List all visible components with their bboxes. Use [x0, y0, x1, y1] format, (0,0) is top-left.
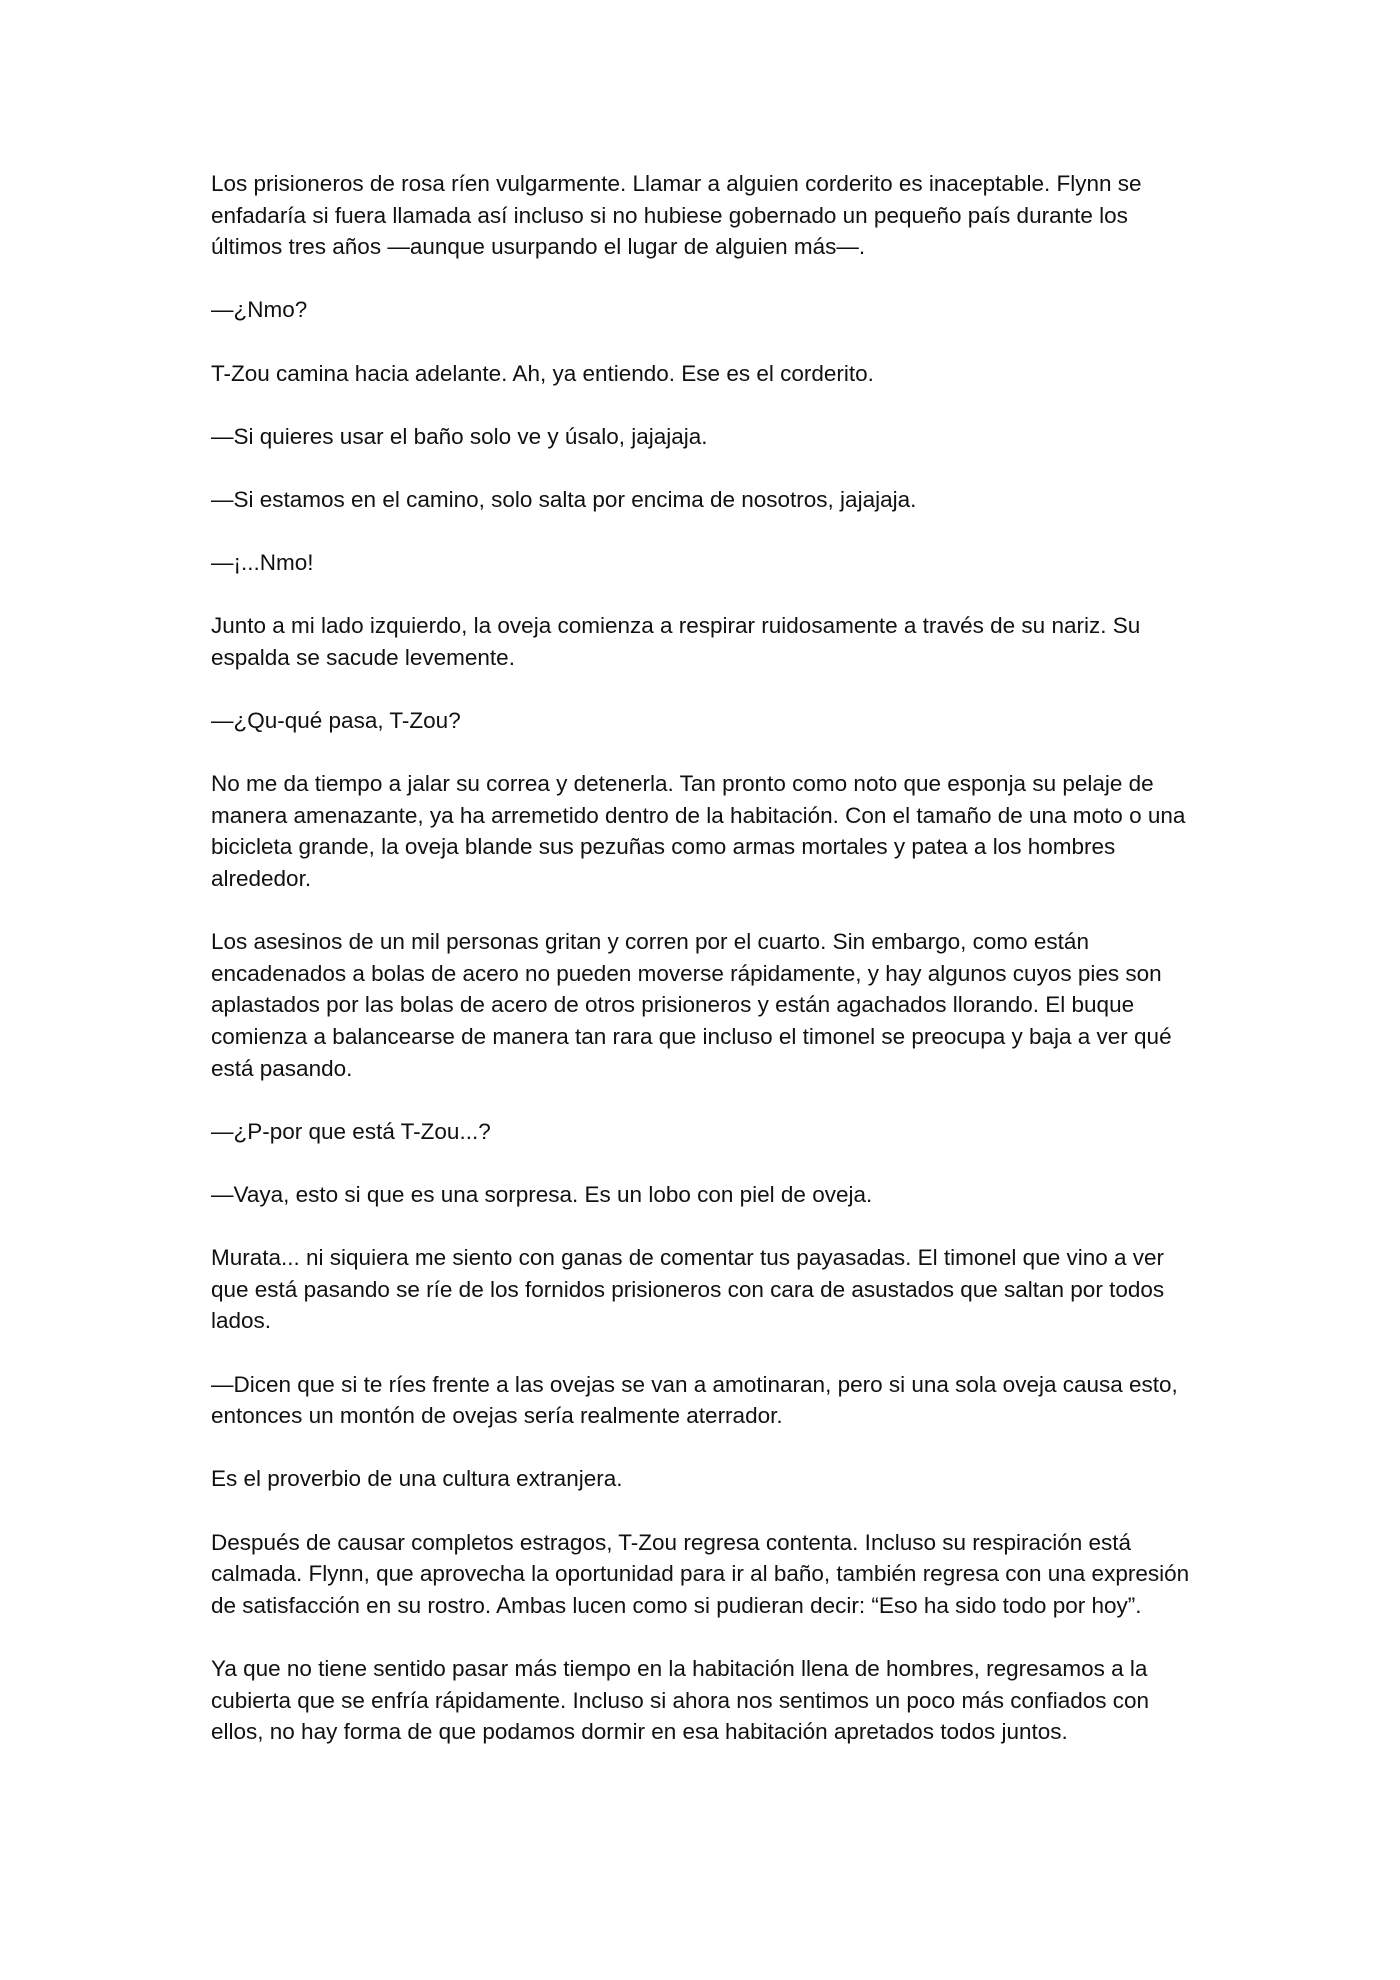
body-text	[211, 168, 1196, 1779]
dialogue-line: —Dicen que si te ríes frente a las ovejas se van a amotinaran, pero si una sola oveja causa esto, entonces un montón de ovejas sería realmente aterrador.	[211, 1371, 1178, 1429]
paragraph: Después de causar completos estragos, T-Zou regresa contenta. Incluso su respiración está calmada. Flynn, que aprovecha la oportunidad para ir al baño, también regresa con una expresión de satisfacción en su rostro. Ambas lucen como si pudieran decir: “Eso ha sido todo por hoy”.	[211, 1529, 1190, 1618]
paragraph: Los asesinos de un mil personas gritan y corren por el cuarto. Sin embargo, como están encadenados a bolas de acero no pueden moverse rápidamente, y hay algunos cuyos pies son aplastados por las bolas de acero de otros prisioneros y están agachados llorando. El buque comienza a balancearse de manera tan rara que incluso el timonel se preocupa y baja a ver qué está pasando.	[211, 929, 1172, 1081]
paragraph: T-Zou camina hacia adelante. Ah, ya entiendo. Ese es el corderito.	[211, 360, 874, 386]
paragraph: Murata... ni siquiera me siento con ganas de comentar tus payasadas. El timonel que vino a ver que está pasando se ríe de los fornidos prisioneros con cara de asustados que saltan por todos lados.	[211, 1245, 1165, 1334]
dialogue-line: —¿Nmo?	[211, 297, 308, 323]
dialogue-line: —Si quieres usar el baño solo ve y úsalo, jajajaja.	[211, 423, 708, 449]
paragraph: Los prisioneros de rosa ríen vulgarmente. Llamar a alguien corderito es inaceptable. Flynn se enfadaría si fuera llamada así incluso si no hubiese gobernado un pequeño país durante los últimos tres años —aunque usurpando el lugar de alguien más—.	[211, 171, 1142, 260]
dialogue-line: —¿Qu-qué pasa, T-Zou?	[211, 708, 461, 734]
dialogue-line: —¿P-por que está T-Zou...?	[211, 1118, 491, 1144]
paragraph: Junto a mi lado izquierdo, la oveja comienza a respirar ruidosamente a través de su nariz. Su espalda se sacude levemente.	[211, 613, 1141, 670]
dialogue-line: —Si estamos en el camino, solo salta por encima de nosotros, jajajaja.	[211, 486, 917, 512]
dialogue-line: —¡...Nmo!	[211, 550, 314, 576]
paragraph: No me da tiempo a jalar su correa y detenerla. Tan pronto como noto que esponja su pelaje de manera amenazante, ya ha arremetido dentro de la habitación. Con el tamaño de una moto o una bicicleta grande, la oveja blande sus pezuñas como armas mortales y patea a los hombres alrededor.	[211, 771, 1186, 892]
paragraph: Ya que no tiene sentido pasar más tiempo en la habitación llena de hombres, regresamos a la cubierta que se enfría rápidamente. Incluso si ahora nos sentimos un poco más confiados con ellos, no hay forma de que podamos dormir en esa habitación apretados todos juntos.	[211, 1655, 1150, 1745]
dialogue-line: —Vaya, esto si que es una sorpresa. Es un lobo con piel de oveja.	[211, 1182, 873, 1207]
paragraph: Es el proverbio de una cultura extranjera.	[211, 1466, 623, 1492]
